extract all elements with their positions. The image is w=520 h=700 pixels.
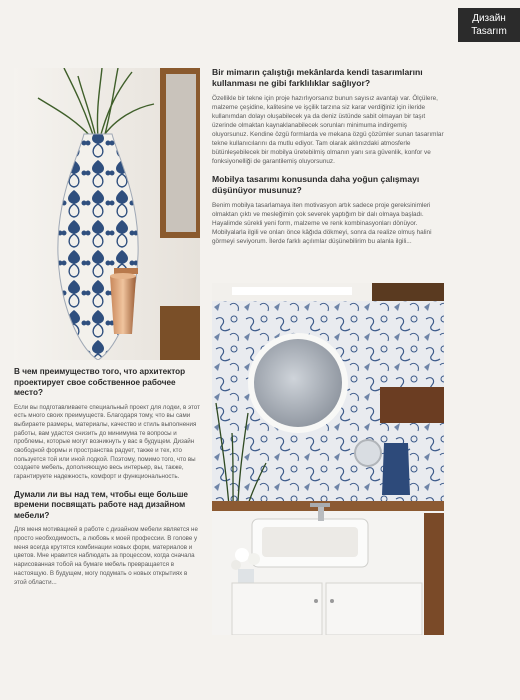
russian-answer-1: Если вы подготавливаете специальный проект для лодки, в этот есть много своих преимуществ. Благодаря тому, что вы сами выбираете размеры, материалы, качество и стиль выполнения работы, вам удастся снизить до минимума те вопросы и проблемы, которые могут возникнуть у вас в будущем. Дизайн свободной формы и пространства радует, также и тех, кто пользуется той или иной лодкой. Поэтому, помимо того, что вы создаете мебель, дополняющую весь интерьер, вы, также, гарантируете надежность, комфорт и функциональность. — [14, 403, 200, 481]
vase-illustration — [14, 68, 200, 360]
russian-question-2: Думали ли вы над тем, чтобы еще больше времени посвящать работе над дизайном мебели? — [14, 489, 188, 520]
turkish-question-2: Mobilya tasarımı konusunda daha yoğun çalışmayı düşünüyor musunuz? — [212, 174, 420, 195]
turkish-text-column — [212, 67, 444, 254]
russian-answer-2: Для меня мотивацией в работе с дизайном мебели является не просто необходимость, а любовь к моей профессии. В голове у меня всегда крутятся комбинации новых форм, материалов и цветов. Мне нравится наблюдать за процессом, когда сначала нарисованная тобой на бумаге мебель превращается в настоящую. В будущем, могу подумать о новых открытиях в этой области... — [14, 526, 198, 586]
section-tab-russian: Дизайн — [472, 13, 506, 24]
turkish-answer-2: Benim mobilya tasarlamaya iten motivasyon artık sadece proje gereksinimleri olmaktan çıktı ve mesleğimin çok severek yaptığım bir dalı olmaya başladı. Hayalimde sürekli yeni form, malzeme ve renk kombinasyonları dönüyor. Mobilyalarla ilgili ve onları önce kâğıda dökmeyi, sonra da realize olmuş halini görmeyi seviyorum. İlerde farklı açılımlar düşünebilirim bu alanla ilgili... — [212, 202, 432, 245]
bathroom-photo — [212, 283, 444, 635]
bathroom-illustration — [212, 283, 444, 635]
russian-question-1: В чем преимущество того, что архитектор проектирует свое собственное рабочее место? — [14, 367, 186, 397]
vase-photo — [14, 68, 200, 360]
turkish-question-1: Bir mimarın çalıştığı mekânlarda kendi tasarımlarını kullanması ne gibi farklılıklar sağlıyor? — [212, 67, 423, 88]
section-tab — [458, 8, 520, 42]
turkish-answer-1: Özellikle bir tekne için proje hazırlıyorsanız bunun sayısız avantajı var. Ölçülere, malzeme çeşidine, kalitesine ve işçilik tarzına siz karar verdiğiniz için ileride kullanımdan dolayı oluşabilecek ya da deniz üstünde sabit olmayan bir taşıt üzerinde olmaktan kaynaklanabilecek sorunları minimuma indirgemiş oluyorsunuz. Kendine özgü formlarda ve mekana özgü çözümler sunan tasarımlar tekne kullanıcılarını da mutlu ediyor. Tam olarak aklınızdaki atmosferle bütünleşebilecek bir mobilya üretebilmiş olmanın yanı sıra güvenlik, konfor ve fonksiyonelliği de garantilemiş oluyorsunuz. — [212, 95, 444, 165]
russian-text-column — [14, 367, 200, 595]
section-tab-turkish: Tasarım — [471, 26, 507, 37]
